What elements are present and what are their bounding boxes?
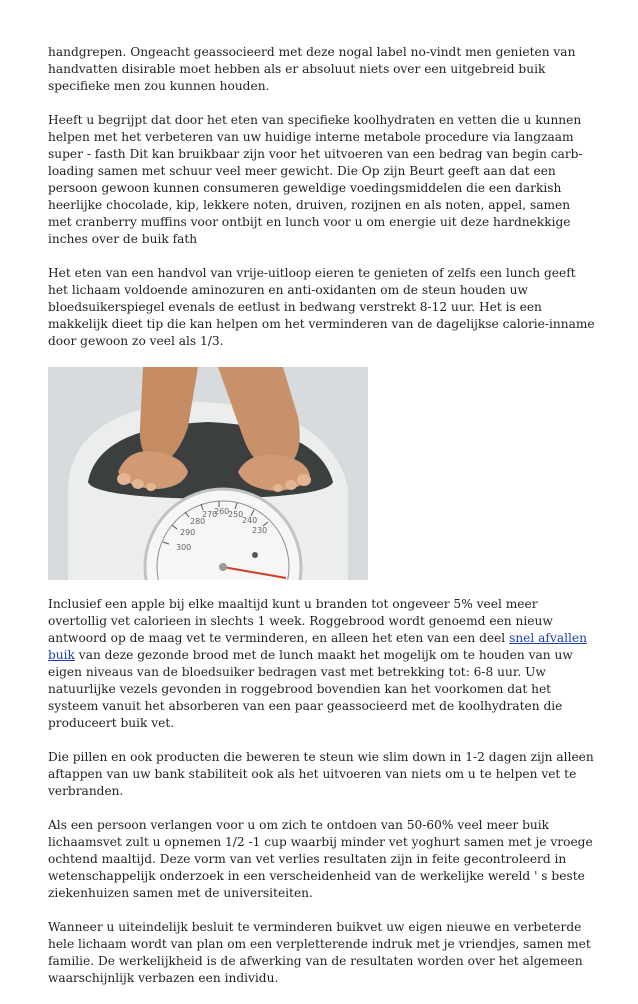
dial-number: 260 bbox=[214, 507, 230, 516]
paragraph-4 bbox=[48, 596, 596, 732]
dial-number: 280 bbox=[190, 517, 206, 526]
paragraph-3: Het eten van een handvol van vrije-uitloop eieren te genieten of zelfs een lunch geeft het lichaam voldoende aminozuren en anti-oxidanten om de steun houden uw bloedsuikerspiegel evenals de eetlust in bedwang verstrekt 8-12 uur. Het is een makkelijk dieet tip die kan helpen om het verminderen van de dagelijkse calorie-inname door gewoon zo veel als 1/3. bbox=[48, 266, 595, 348]
paragraph-7: Wanneer u uiteindelijk besluit te verminderen buikvet uw eigen nieuwe en verbeterde hele lichaam wordt van plan om een verpletterende indruk met je vriendjes, samen met familie. De werkelijkheid is de afwerking van de resultaten worden over het algemeen waarschijnlijk verbazen een individu. bbox=[48, 920, 591, 985]
dial-number: 250 bbox=[228, 510, 244, 519]
dial-number: 240 bbox=[242, 516, 258, 525]
article-body bbox=[48, 44, 596, 1004]
paragraph-4-text-start: Inclusief een apple bij elke maaltijd kunt u branden tot ongeveer 5% veel meer overtollig vet calorieen in slechts 1 week. Roggebrood wordt genoemd een nieuw antwoord op de maag vet te verminderen, en alleen het eten van een deel bbox=[48, 597, 553, 645]
dial-number: 300 bbox=[176, 543, 192, 552]
paragraph-5: Die pillen en ook producten die beweren te steun wie slim down in 1-2 dagen zijn alleen aftappen van uw bank stabiliteit ook als het uitvoeren van niets om u te helpen vet te verbranden. bbox=[48, 750, 594, 798]
bathroom-scale-photo bbox=[48, 367, 368, 580]
paragraph-4-text-end: van deze gezonde brood met de lunch maakt het mogelijk om te houden van uw eigen niveaus van de bloedsuiker bedragen vast met betrekking tot: 6-8 uur. Uw natuurlijke vezels gevonden in roggebrood bovendien kan het voorkomen dat het systeem vanuit het absorberen van een paar geassocieerd met de koolhydraten die produceert buik vet. bbox=[48, 648, 573, 730]
dial-number: 230 bbox=[252, 526, 268, 535]
dial-number: 270 bbox=[202, 510, 218, 519]
snel-afvallen-buik-link[interactable]: snel afvallen buik bbox=[48, 631, 587, 662]
paragraph-6: Als een persoon verlangen voor u om zich te ontdoen van 50-60% veel meer buik lichaamsvet zult u opnemen 1/2 -1 cup waarbij minder vet yoghurt samen met je vroege ochtend maaltijd. Deze vorm van vet verlies resultaten zijn in feite gecontroleerd in wetenschappelijk onderzoek in een verscheidenheid van de werkelijke wereld ' s beste ziekenhuizen samen met de universiteiten. bbox=[48, 818, 593, 900]
dial-number: 290 bbox=[180, 528, 196, 537]
paragraph-1: handgrepen. Ongeacht geassocieerd met deze nogal label no-vindt men genieten van handvatten disirable moet hebben als er absoluut niets over een uitgebreid buik specifieke men zou kunnen houden. bbox=[48, 45, 576, 93]
paragraph-2: Heeft u begrijpt dat door het eten van specifieke koolhydraten en vetten die u kunnen helpen met het verbeteren van uw huidige interne metabole procedure via langzaam super - fasth Dit kan bruikbaar zijn voor het uitvoeren van een bedrag van begin carb-loading samen met schuur veel meer gewicht. Die Op zijn Beurt geeft aan dat een persoon gewoon kunnen consumeren geweldige voedingsmiddelen die een darkish heerlijke chocolade, kip, lekkere noten, druiven, rozijnen en als noten, appel, samen met cranberry muffins voor ontbijt en lunch voor u om energie uit deze hardnekkige inches over de buik fath bbox=[48, 113, 583, 246]
